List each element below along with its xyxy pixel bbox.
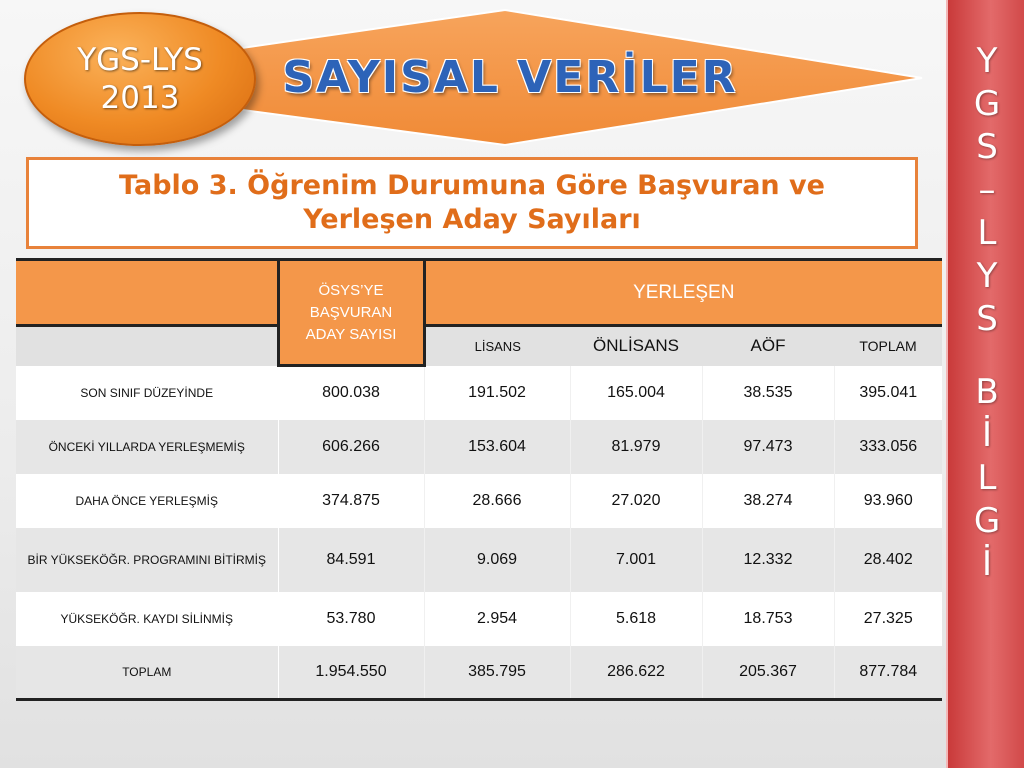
table-row [16, 474, 942, 528]
side-letter: S [976, 127, 998, 167]
cell-lisans: 385.795 [424, 646, 570, 700]
cell-aof: 205.367 [702, 646, 834, 700]
side-letter: G [973, 84, 1001, 124]
badge-line-2: 2013 [100, 80, 180, 116]
side-letter: B [975, 372, 999, 412]
cell-onlisans: 27.020 [570, 474, 702, 528]
subheader-lisans: LİSANS [424, 326, 570, 366]
cell-lisans: 2.954 [424, 592, 570, 646]
side-letter: Y [976, 41, 998, 81]
cell-onlisans: 5.618 [570, 592, 702, 646]
cell-applicants: 800.038 [278, 366, 424, 420]
table-header-row [16, 260, 942, 326]
caption-line-2: Yerleşen Aday Sayıları [303, 204, 641, 235]
subheader-aof: AÖF [702, 326, 834, 366]
year-badge [24, 12, 256, 146]
cell-aof: 97.473 [702, 420, 834, 474]
cell-lisans: 191.502 [424, 366, 570, 420]
cell-total: 28.402 [834, 528, 942, 592]
cell-applicants: 53.780 [278, 592, 424, 646]
page-title: SAYISAL VERİLER [282, 52, 738, 103]
table-subheader-row [16, 326, 942, 366]
subheader-onlisans: ÖNLİSANS [570, 326, 702, 366]
side-letter: L [977, 213, 997, 253]
cell-lisans: 9.069 [424, 528, 570, 592]
caption-line-1: Tablo 3. Öğrenim Durumuna Göre Başvuran ve [119, 170, 825, 201]
header-empty-cell [16, 260, 278, 326]
cell-applicants: 84.591 [278, 528, 424, 592]
row-label: YÜKSEKÖĞR. KAYDI SİLİNMİŞ [16, 592, 278, 646]
side-band [946, 0, 1024, 768]
row-label: DAHA ÖNCE YERLEŞMİŞ [16, 474, 278, 528]
side-letter: S [976, 299, 998, 339]
badge-line-1: YGS-LYS [77, 42, 203, 78]
cell-total: 27.325 [834, 592, 942, 646]
row-label: BİR YÜKSEKÖĞR. PROGRAMINI BİTİRMİŞ [16, 528, 278, 592]
cell-total: 93.960 [834, 474, 942, 528]
table-row [16, 366, 942, 420]
side-letter: Y [976, 256, 998, 296]
cell-onlisans: 286.622 [570, 646, 702, 700]
row-label: ÖNCEKİ YILLARDA YERLEŞMEMİŞ [16, 420, 278, 474]
header-applicants [278, 260, 424, 366]
header-placed: YERLEŞEN [424, 260, 942, 326]
table-caption [26, 157, 918, 249]
side-letter: İ [981, 415, 993, 455]
side-letter: İ [981, 544, 993, 584]
cell-total: 333.056 [834, 420, 942, 474]
side-letter: – [978, 170, 996, 210]
cell-total: 395.041 [834, 366, 942, 420]
header-applicants-line: ADAY SAYISI [305, 325, 397, 343]
cell-onlisans: 7.001 [570, 528, 702, 592]
subheader-toplam: TOPLAM [834, 326, 942, 366]
subheader-empty-cell [16, 326, 278, 366]
cell-lisans: 153.604 [424, 420, 570, 474]
cell-aof: 38.274 [702, 474, 834, 528]
row-label: SON SINIF DÜZEYİNDE [16, 366, 278, 420]
cell-onlisans: 81.979 [570, 420, 702, 474]
cell-lisans: 28.666 [424, 474, 570, 528]
cell-applicants: 374.875 [278, 474, 424, 528]
header-applicants-line: ÖSYS’YE [318, 281, 384, 299]
cell-applicants: 606.266 [278, 420, 424, 474]
header-applicants-line: BAŞVURAN [309, 303, 393, 321]
table-row [16, 592, 942, 646]
table-row [16, 420, 942, 474]
side-letters [948, 40, 1024, 586]
side-letter: G [973, 501, 1001, 541]
cell-onlisans: 165.004 [570, 366, 702, 420]
cell-total: 877.784 [834, 646, 942, 700]
cell-applicants: 1.954.550 [278, 646, 424, 700]
cell-aof: 12.332 [702, 528, 834, 592]
side-letter: L [977, 458, 997, 498]
cell-aof: 38.535 [702, 366, 834, 420]
applicant-table [16, 258, 942, 701]
table-row [16, 528, 942, 592]
table-row-total [16, 646, 942, 700]
cell-aof: 18.753 [702, 592, 834, 646]
row-label: TOPLAM [16, 646, 278, 700]
title-banner [0, 0, 946, 160]
